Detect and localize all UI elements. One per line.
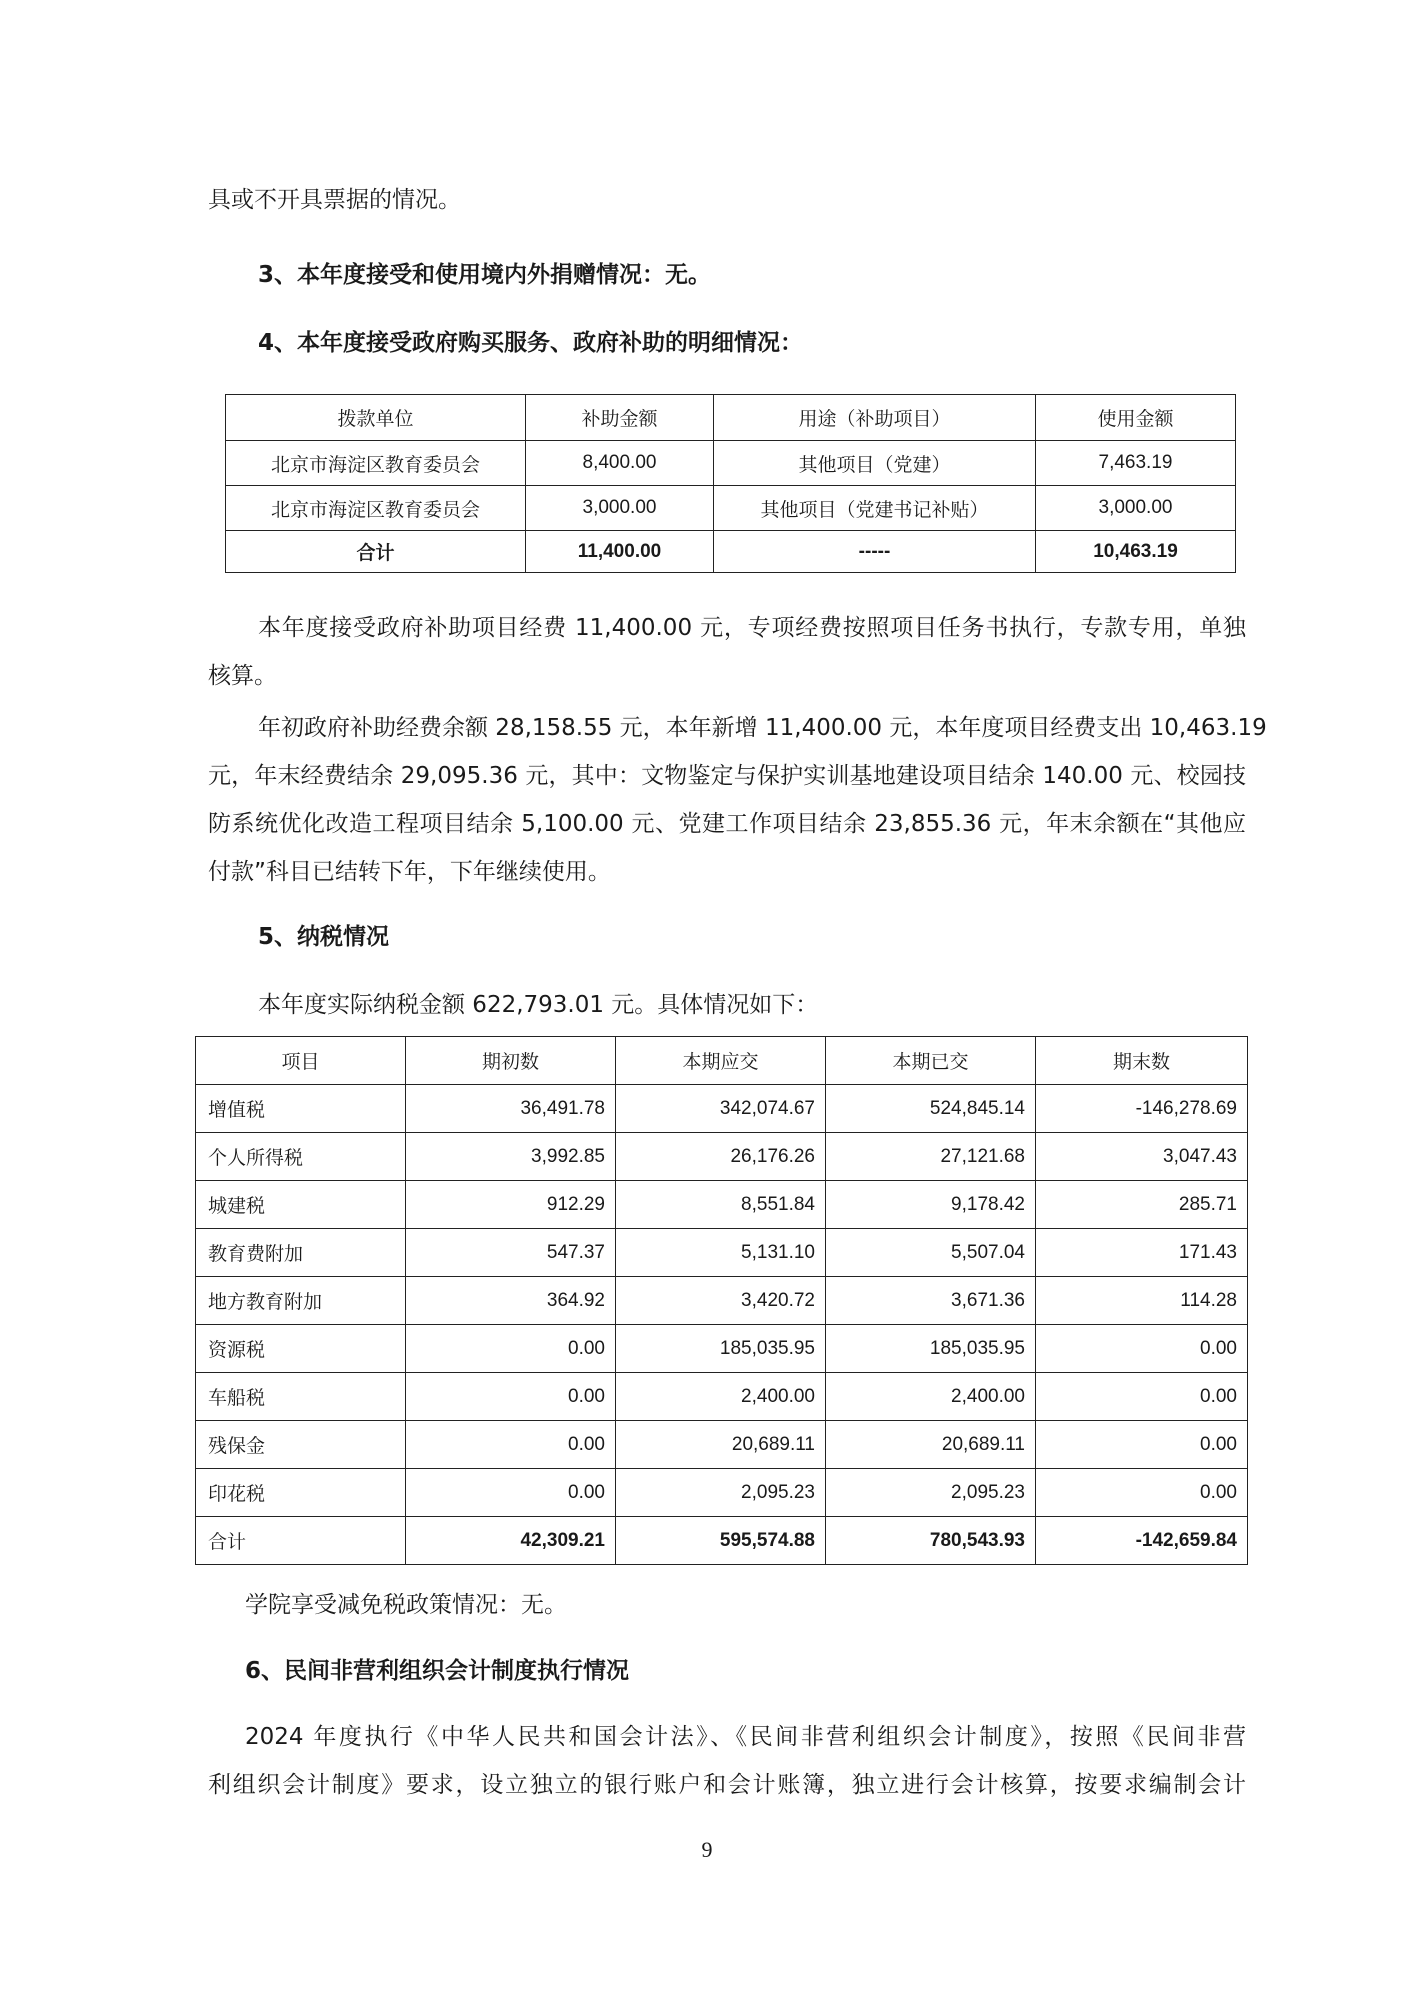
paragraph-balance-line1: 年初政府补助经费余额 28,158.55 元，本年新增 11,400.00 元，本年度项目经费支出 10,463.19 [258, 715, 1267, 741]
column-header: 本期应交 [616, 1037, 826, 1085]
cell-paid: 5,507.04 [826, 1229, 1036, 1277]
tax-table [195, 1036, 1248, 1565]
cell-opening: 912.29 [406, 1181, 616, 1229]
heading-tax: 5、纳税情况 [258, 924, 390, 950]
table-row [196, 1421, 1248, 1469]
paragraph-balance-line2: 元，年末经费结余 29,095.36 元，其中：文物鉴定与保护实训基地建设项目结余 140.00 元、校园技 [208, 763, 1246, 789]
cell-tax-item: 残保金 [196, 1421, 406, 1469]
cell-paid: 27,121.68 [826, 1133, 1036, 1181]
paragraph-accounting-line1: 2024 年度执行《中华人民共和国会计法》、《民间非营利组织会计制度》，按照《民间非营 [245, 1724, 1246, 1750]
table-total-row [226, 531, 1236, 573]
cell-payable: 5,131.10 [616, 1229, 826, 1277]
table-row [196, 1469, 1248, 1517]
paragraph-balance-line4: 付款”科目已结转下年，下年继续使用。 [208, 859, 611, 885]
cell-total-closing: -142,659.84 [1036, 1517, 1248, 1565]
cell-opening: 36,491.78 [406, 1085, 616, 1133]
cell-total-used: 10,463.19 [1036, 531, 1236, 573]
cell-amount: 8,400.00 [526, 441, 714, 486]
cell-opening: 547.37 [406, 1229, 616, 1277]
cell-closing: 0.00 [1036, 1469, 1248, 1517]
paragraph-balance-line3: 防系统优化改造工程项目结余 5,100.00 元、党建工作项目结余 23,855.36 元，年末余额在“其他应 [208, 811, 1246, 837]
cell-purpose: 其他项目（党建书记补贴） [714, 486, 1036, 531]
cell-amount: 3,000.00 [526, 486, 714, 531]
column-header: 拨款单位 [226, 395, 526, 441]
heading-donations: 3、本年度接受和使用境内外捐赠情况：无。 [258, 262, 712, 288]
cell-paid: 524,845.14 [826, 1085, 1036, 1133]
cell-total-amount: 11,400.00 [526, 531, 714, 573]
cell-payable: 185,035.95 [616, 1325, 826, 1373]
paragraph-subsidy-line2: 核算。 [208, 663, 277, 689]
paragraph-accounting-line2: 利组织会计制度》要求，设立独立的银行账户和会计账簿，独立进行会计核算，按要求编制会计 [208, 1772, 1246, 1798]
cell-paid: 3,671.36 [826, 1277, 1036, 1325]
cell-opening: 0.00 [406, 1325, 616, 1373]
cell-paid: 2,095.23 [826, 1469, 1036, 1517]
page-number: 9 [701, 1837, 713, 1862]
table-row [196, 1277, 1248, 1325]
cell-closing: 171.43 [1036, 1229, 1248, 1277]
column-header: 补助金额 [526, 395, 714, 441]
cell-opening: 0.00 [406, 1421, 616, 1469]
cell-opening: 0.00 [406, 1469, 616, 1517]
cell-payable: 26,176.26 [616, 1133, 826, 1181]
cell-total-purpose: ----- [714, 531, 1036, 573]
cell-paid: 20,689.11 [826, 1421, 1036, 1469]
table-row [226, 441, 1236, 486]
cell-tax-item: 城建税 [196, 1181, 406, 1229]
table-header-row [226, 395, 1236, 441]
table-row [196, 1325, 1248, 1373]
cell-tax-item: 印花税 [196, 1469, 406, 1517]
cell-total-paid: 780,543.93 [826, 1517, 1036, 1565]
column-header: 期末数 [1036, 1037, 1248, 1085]
cell-tax-item: 车船税 [196, 1373, 406, 1421]
cell-total-label: 合计 [196, 1517, 406, 1565]
cell-used: 3,000.00 [1036, 486, 1236, 531]
cell-total-label: 合计 [226, 531, 526, 573]
column-header: 期初数 [406, 1037, 616, 1085]
cell-tax-item: 资源税 [196, 1325, 406, 1373]
column-header: 本期已交 [826, 1037, 1036, 1085]
paragraph-tax-total: 本年度实际纳税金额 622,793.01 元。具体情况如下： [258, 992, 819, 1018]
paragraph-subsidy-line1: 本年度接受政府补助项目经费 11,400.00 元，专项经费按照项目任务书执行，专款专用，单独 [258, 615, 1246, 641]
cell-tax-item: 教育费附加 [196, 1229, 406, 1277]
table-row [196, 1133, 1248, 1181]
table-row [196, 1085, 1248, 1133]
cell-used: 7,463.19 [1036, 441, 1236, 486]
cell-opening: 3,992.85 [406, 1133, 616, 1181]
cell-payable: 8,551.84 [616, 1181, 826, 1229]
column-header: 使用金额 [1036, 395, 1236, 441]
cell-closing: 0.00 [1036, 1373, 1248, 1421]
table-total-row [196, 1517, 1248, 1565]
cell-closing: 3,047.43 [1036, 1133, 1248, 1181]
cell-paid: 2,400.00 [826, 1373, 1036, 1421]
cell-unit: 北京市海淀区教育委员会 [226, 441, 526, 486]
cell-total-opening: 42,309.21 [406, 1517, 616, 1565]
subsidy-table [225, 394, 1236, 573]
cell-payable: 3,420.72 [616, 1277, 826, 1325]
cell-payable: 2,400.00 [616, 1373, 826, 1421]
table-row [196, 1373, 1248, 1421]
table-row [226, 486, 1236, 531]
cell-closing: 0.00 [1036, 1325, 1248, 1373]
cell-tax-item: 个人所得税 [196, 1133, 406, 1181]
cell-closing: 114.28 [1036, 1277, 1248, 1325]
cell-total-payable: 595,574.88 [616, 1517, 826, 1565]
cell-unit: 北京市海淀区教育委员会 [226, 486, 526, 531]
heading-accounting-system: 6、民间非营利组织会计制度执行情况 [245, 1658, 630, 1684]
column-header: 用途（补助项目） [714, 395, 1036, 441]
cell-closing: 0.00 [1036, 1421, 1248, 1469]
cell-closing: 285.71 [1036, 1181, 1248, 1229]
table-row [196, 1229, 1248, 1277]
table-header-row [196, 1037, 1248, 1085]
table-row [196, 1181, 1248, 1229]
cell-payable: 20,689.11 [616, 1421, 826, 1469]
cell-purpose: 其他项目（党建） [714, 441, 1036, 486]
cell-payable: 342,074.67 [616, 1085, 826, 1133]
cell-closing: -146,278.69 [1036, 1085, 1248, 1133]
cell-opening: 364.92 [406, 1277, 616, 1325]
cell-tax-item: 地方教育附加 [196, 1277, 406, 1325]
heading-government-subsidy: 4、本年度接受政府购买服务、政府补助的明细情况： [258, 330, 804, 356]
column-header: 项目 [196, 1037, 406, 1085]
cell-tax-item: 增值税 [196, 1085, 406, 1133]
cell-opening: 0.00 [406, 1373, 616, 1421]
cell-payable: 2,095.23 [616, 1469, 826, 1517]
cell-paid: 185,035.95 [826, 1325, 1036, 1373]
text-line-continued: 具或不开具票据的情况。 [208, 187, 461, 213]
paragraph-tax-exemption: 学院享受减免税政策情况：无。 [245, 1592, 567, 1618]
cell-paid: 9,178.42 [826, 1181, 1036, 1229]
